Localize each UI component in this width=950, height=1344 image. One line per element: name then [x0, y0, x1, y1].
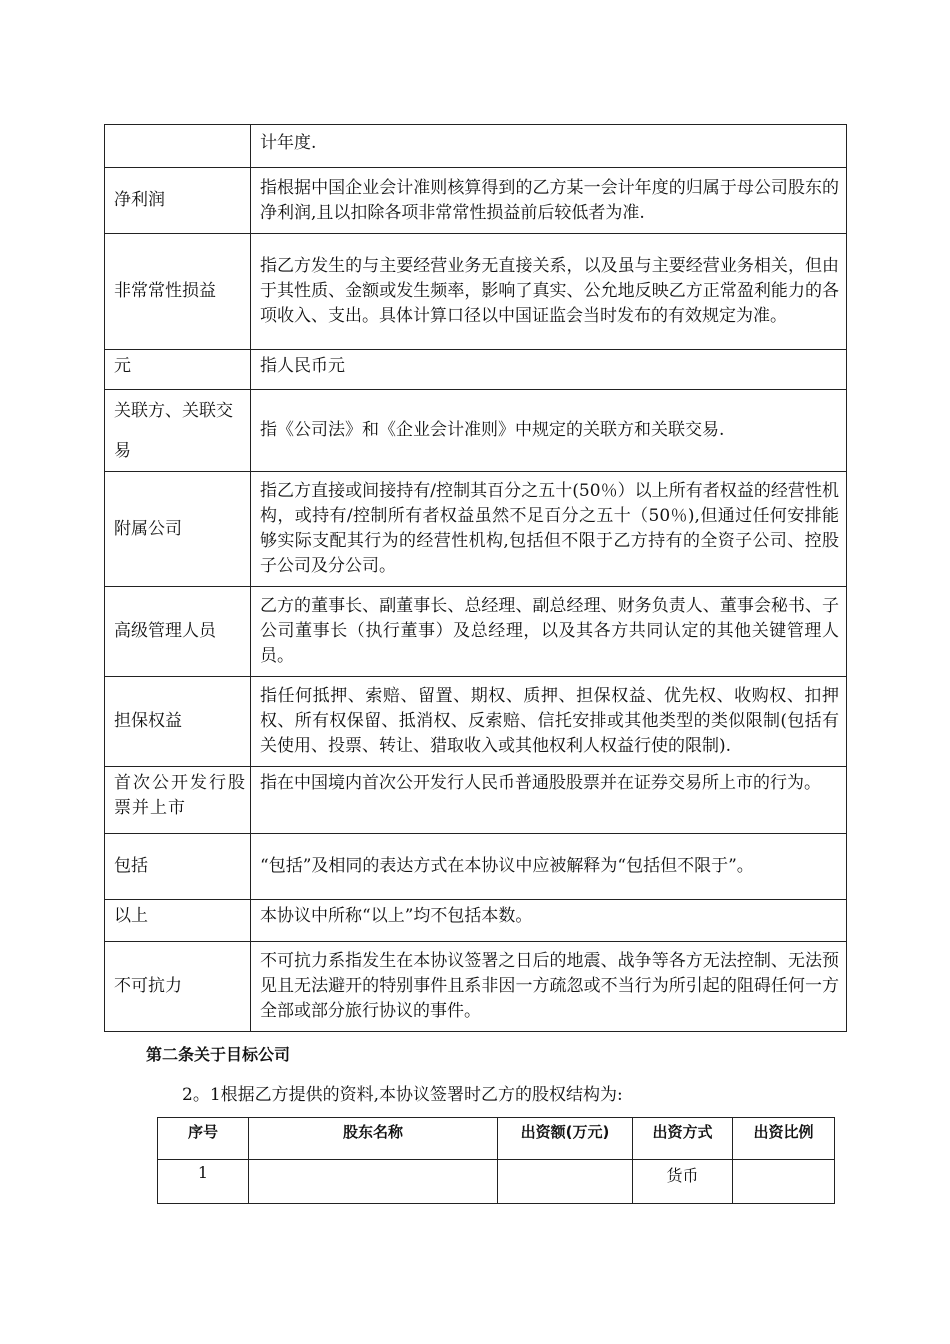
definition-term: 关联方、关联交易 — [105, 390, 251, 472]
definition-desc: “包括”及相同的表达方式在本协议中应被解释为“包括但不限于”。 — [251, 834, 847, 900]
definition-desc: 不可抗力系指发生在本协议签署之日后的地震、战争等各方无法控制、无法预见且无法避开的特别事件且系非因一方疏忽或不当行为所引起的阻碍任何一方全部或部分旅行协议的事件。 — [251, 942, 847, 1032]
table-row — [105, 942, 847, 1032]
definitions-table — [104, 124, 847, 1032]
section-heading: 第二条关于目标公司 — [146, 1045, 291, 1064]
table-row — [105, 900, 847, 942]
definition-term: 以上 — [105, 900, 251, 942]
table-row — [105, 472, 847, 587]
table-row — [105, 390, 847, 472]
table-row — [105, 168, 847, 234]
column-header: 序号 — [158, 1118, 249, 1160]
definition-term: 附属公司 — [105, 472, 251, 587]
table-cell — [249, 1160, 498, 1204]
table-header-row — [158, 1118, 835, 1160]
column-header: 股东名称 — [249, 1118, 498, 1160]
table-row — [158, 1160, 835, 1204]
definition-term: 高级管理人员 — [105, 587, 251, 677]
definition-desc: 指在中国境内首次公开发行人民币普通股股票并在证券交易所上市的行为。 — [251, 767, 847, 834]
definition-desc: 计年度. — [251, 125, 847, 168]
definition-desc: 指任何抵押、索赔、留置、期权、质押、担保权益、优先权、收购权、扣押权、所有权保留、抵消权、反索赔、信托安排或其他类型的类似限制(包括有关使用、投票、转让、猎取收入或其他权利人权益行使的限制). — [251, 677, 847, 767]
definition-desc: 乙方的董事长、副董事长、总经理、副总经理、财务负责人、董事会秘书、子公司董事长（执行董事）及总经理，以及其各方共同认定的其他关键管理人员。 — [251, 587, 847, 677]
definition-term: 非常常性损益 — [105, 234, 251, 350]
table-row — [105, 125, 847, 168]
definition-term: 不可抗力 — [105, 942, 251, 1032]
column-header: 出资方式 — [633, 1118, 733, 1160]
definition-desc: 指《公司法》和《企业会计准则》中规定的关联方和关联交易. — [251, 390, 847, 472]
table-cell — [733, 1160, 835, 1204]
definition-term — [105, 125, 251, 168]
definition-desc: 指人民币元 — [251, 350, 847, 390]
definition-term: 首次公开发行股票并上市 — [105, 767, 251, 834]
table-cell — [498, 1160, 633, 1204]
definition-desc: 指乙方发生的与主要经营业务无直接关系，以及虽与主要经营业务相关，但由于其性质、金额或发生频率，影响了真实、公允地反映乙方正常盈利能力的各项收入、支出。具体计算口径以中国证监会当时发布的有效规定为准。 — [251, 234, 847, 350]
definition-term: 元 — [105, 350, 251, 390]
shareholding-table — [157, 1117, 835, 1204]
table-row — [105, 767, 847, 834]
table-row — [105, 234, 847, 350]
table-row — [105, 587, 847, 677]
definition-desc: 指乙方直接或间接持有/控制其百分之五十(50％）以上所有者权益的经营性机构，或持有/控制所有者权益虽然不足百分之五十（50％),但通过任何安排能够实际支配其行为的经营性机构,包括但不限于乙方持有的全资子公司、控股子公司及分公司。 — [251, 472, 847, 587]
table-row — [105, 350, 847, 390]
definition-desc: 本协议中所称“以上”均不包括本数。 — [251, 900, 847, 942]
section-paragraph: 2。1根据乙方提供的资料,本协议签署时乙方的股权结构为: — [182, 1085, 623, 1105]
definition-term: 净利润 — [105, 168, 251, 234]
definition-desc: 指根据中国企业会计准则核算得到的乙方某一会计年度的归属于母公司股东的净利润,且以扣除各项非常常性损益前后较低者为准. — [251, 168, 847, 234]
definition-term: 担保权益 — [105, 677, 251, 767]
table-cell: 1 — [158, 1160, 249, 1204]
table-cell: 货币 — [633, 1160, 733, 1204]
table-row — [105, 677, 847, 767]
table-row — [105, 834, 847, 900]
definition-term: 包括 — [105, 834, 251, 900]
column-header: 出资额(万元) — [498, 1118, 633, 1160]
column-header: 出资比例 — [733, 1118, 835, 1160]
